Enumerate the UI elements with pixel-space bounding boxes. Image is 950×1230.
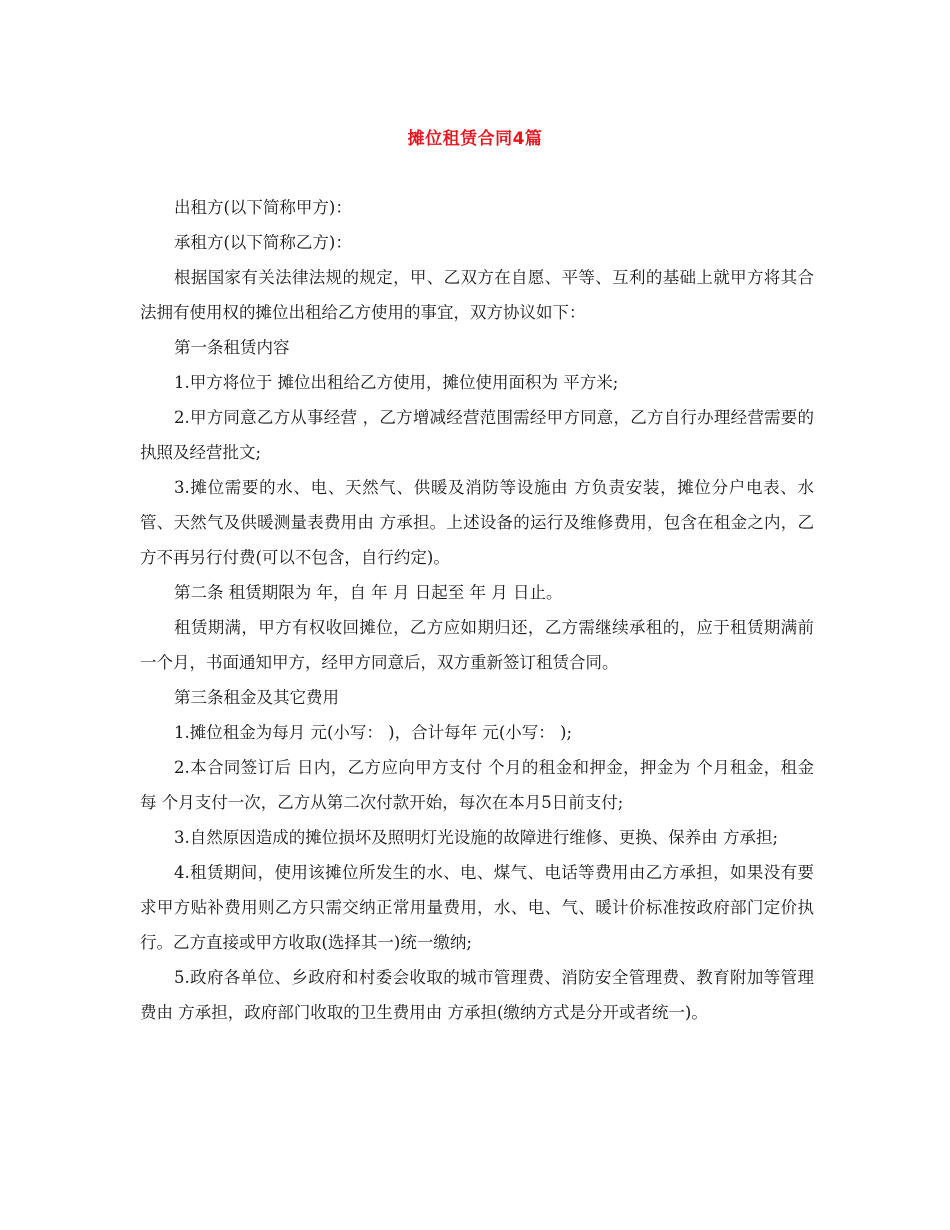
document-title: 摊位租赁合同4篇 [407,129,543,149]
article-1-clause-3: 3.摊位需要的水、电、天然气、供暖及消防等设施由 方负责安装，摊位分户电表、水管、天然气及供暖测量表费用由 方承担。上述设备的运行及维修费用，包含在租金之内，乙方不再另行付费(可以不包含，自行约定)。 [140,478,814,567]
party-b-line: 承租方(以下简称乙方)： [174,233,352,252]
article-3-clause-4: 4.租赁期间，使用该摊位所发生的水、电、煤气、电话等费用由乙方承担，如果没有要求甲方贴补费用则乙方只需交纳正常用量费用，水、电、气、暖计价标准按政府部门定价执行。乙方直接或甲方收取(选择其一)统一缴纳; [140,863,814,952]
article-3-clause-3: 3.自然原因造成的摊位损坏及照明灯光设施的故障进行维修、更换、保养由 方承担; [174,828,779,847]
document-body [140,190,814,1030]
preamble-paragraph: 根据国家有关法律法规的规定，甲、乙双方在自愿、平等、互利的基础上就甲方将其合法拥有使用权的摊位出租给乙方使用的事宜，双方协议如下： [140,268,814,322]
article-2-heading: 第二条 租赁期限为 年，自 年 月 日起至 年 月 日止。 [174,583,563,602]
article-3-clause-5: 5.政府各单位、乡政府和村委会收取的城市管理费、消防安全管理费、教育附加等管理费由 方承担，政府部门收取的卫生费用由 方承担(缴纳方式是分开或者统一)。 [140,968,814,1022]
article-3-clause-2: 2.本合同签订后 日内，乙方应向甲方支付 个月的租金和押金，押金为 个月租金，租金每 个月支付一次，乙方从第二次付款开始，每次在本月5日前支付; [140,758,814,812]
article-1-clause-2: 2.甲方同意乙方从事经营 ，乙方增减经营范围需经甲方同意，乙方自行办理经营需要的执照及经营批文; [140,408,814,462]
article-3-heading: 第三条租金及其它费用 [174,688,339,707]
article-1-clause-1: 1.甲方将位于 摊位出租给乙方使用，摊位使用面积为 平方米; [174,373,619,392]
party-a-line: 出租方(以下简称甲方)： [174,198,352,217]
article-1-heading: 第一条租赁内容 [174,338,290,357]
article-3-clause-1: 1.摊位租金为每月 元(小写： )，合计每年 元(小写： ); [174,723,573,742]
article-2-paragraph: 租赁期满，甲方有权收回摊位，乙方应如期归还，乙方需继续承租的，应于租赁期满前一个月，书面通知甲方，经甲方同意后，双方重新签订租赁合同。 [140,618,814,672]
